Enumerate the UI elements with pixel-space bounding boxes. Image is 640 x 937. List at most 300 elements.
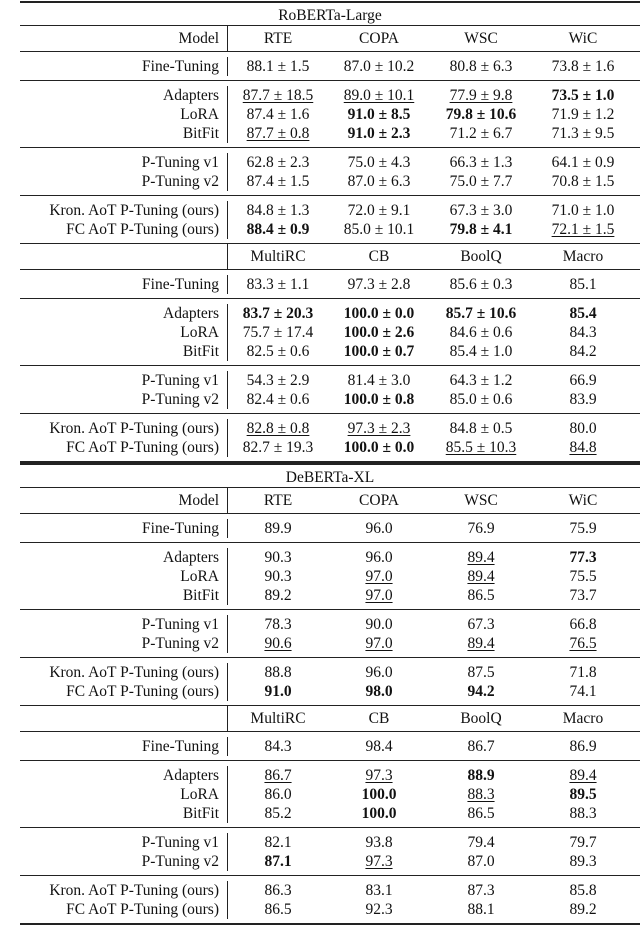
cell-value: 89.4 (467, 549, 495, 566)
model-name: Kron. AoT P-Tuning (ours) (20, 201, 228, 220)
table-row (20, 86, 640, 105)
cell-value: 88.3 (569, 805, 597, 822)
table-cell (328, 900, 430, 919)
cell-value: 84.8 ± 1.3 (246, 202, 310, 219)
table-row (20, 785, 640, 804)
table-row (20, 548, 640, 567)
table-cell (532, 201, 634, 220)
cell-value: 97.3 ± 2.3 (347, 420, 411, 437)
model-name: LoRA (20, 323, 228, 342)
table-cell (228, 567, 328, 586)
table-cell (430, 201, 532, 220)
row-group (20, 299, 640, 366)
table-cell (430, 737, 532, 756)
cell-value: 86.9 (569, 738, 597, 755)
table-cell (228, 342, 328, 361)
table-cell (328, 323, 430, 342)
cell-value: 85.6 ± 0.3 (449, 276, 513, 293)
cell-value: 94.2 (467, 683, 495, 700)
cell-value: 75.0 ± 7.7 (449, 173, 513, 190)
column-header: WiC (568, 491, 598, 509)
table-cell (228, 785, 328, 804)
cell-value: 100.0 ± 0.0 (343, 305, 415, 322)
header-row (20, 706, 640, 732)
cell-value: 98.4 (365, 738, 393, 755)
cell-value: 73.7 (569, 587, 597, 604)
cell-value: 100.0 ± 2.6 (343, 324, 415, 341)
table-cell (328, 519, 430, 538)
model-name: Adapters (20, 304, 228, 323)
row-group (20, 366, 640, 414)
row-group (20, 761, 640, 828)
table-cell (430, 852, 532, 871)
table-cell (430, 57, 532, 76)
table-cell (532, 634, 634, 653)
row-group (20, 270, 640, 299)
table-cell (228, 153, 328, 172)
table-cell (430, 220, 532, 239)
model-name: FC AoT P-Tuning (ours) (20, 438, 228, 457)
column-header: BoolQ (460, 247, 502, 265)
table-cell (430, 567, 532, 586)
cell-value: 97.3 (365, 853, 393, 870)
table-cell (430, 124, 532, 143)
cell-value: 87.0 ± 6.3 (347, 173, 411, 190)
column-header: WSC (464, 29, 498, 47)
table-cell (228, 682, 328, 701)
cell-value: 76.9 (467, 520, 495, 537)
cell-value: 87.1 (264, 853, 292, 870)
row-group (20, 52, 640, 81)
cell-value: 72.0 ± 9.1 (347, 202, 411, 219)
cell-value: 96.0 (365, 664, 393, 681)
cell-value: 97.3 (365, 767, 393, 784)
model-name: LoRA (20, 105, 228, 124)
table-cell (532, 548, 634, 567)
cell-value: 83.9 (569, 391, 597, 408)
column-header: CB (368, 247, 390, 265)
table-cell (532, 86, 634, 105)
table-cell (328, 390, 430, 409)
model-name: Kron. AoT P-Tuning (ours) (20, 419, 228, 438)
table-cell (532, 519, 634, 538)
column-header: RTE (263, 491, 293, 509)
cell-value: 86.3 (264, 882, 292, 899)
section-title: RoBERTa-Large (20, 1, 640, 26)
table-cell (228, 124, 328, 143)
cell-value: 82.8 ± 0.8 (246, 420, 310, 437)
table-row (20, 153, 640, 172)
cell-value: 91.0 ± 2.3 (347, 125, 411, 142)
table-cell (430, 105, 532, 124)
cell-value: 89.9 (264, 520, 292, 537)
table-cell (430, 323, 532, 342)
cell-value: 88.1 ± 1.5 (246, 58, 310, 75)
model-name: P-Tuning v2 (20, 172, 228, 191)
table-cell (532, 663, 634, 682)
cell-value: 66.3 ± 1.3 (449, 154, 513, 171)
table-cell (430, 833, 532, 852)
cell-value: 82.7 ± 19.3 (242, 439, 314, 456)
table-cell (532, 371, 634, 390)
table-cell (328, 737, 430, 756)
table-cell (228, 663, 328, 682)
model-name: LoRA (20, 785, 228, 804)
cell-value: 85.4 ± 1.0 (449, 343, 513, 360)
model-name: P-Tuning v1 (20, 615, 228, 634)
model-name: LoRA (20, 567, 228, 586)
cell-value: 88.1 (467, 901, 495, 918)
table-cell (532, 737, 634, 756)
table-cell (532, 323, 634, 342)
cell-value: 85.7 ± 10.6 (445, 305, 517, 322)
table-cell (532, 275, 634, 294)
cell-value: 89.3 (569, 853, 597, 870)
table-cell (532, 220, 634, 239)
cell-value: 89.5 (569, 786, 597, 803)
table-cell (430, 275, 532, 294)
table-cell (228, 548, 328, 567)
table-row (20, 615, 640, 634)
cell-value: 85.0 ± 10.1 (343, 221, 415, 238)
table-cell (430, 172, 532, 191)
model-name: BitFit (20, 586, 228, 605)
table-cell (430, 804, 532, 823)
table-row (20, 804, 640, 823)
cell-value: 71.8 (569, 664, 597, 681)
table-cell (532, 124, 634, 143)
table-cell (430, 682, 532, 701)
table-cell (328, 438, 430, 457)
model-header (20, 706, 228, 732)
cell-value: 84.3 (264, 738, 292, 755)
table-cell (328, 201, 430, 220)
table-cell (430, 785, 532, 804)
table-cell (228, 220, 328, 239)
table-cell (532, 804, 634, 823)
cell-value: 67.3 ± 3.0 (449, 202, 513, 219)
table-cell (228, 201, 328, 220)
table-cell (532, 304, 634, 323)
table-cell (228, 304, 328, 323)
model-name: BitFit (20, 342, 228, 361)
cell-value: 89.2 (264, 587, 292, 604)
table-cell (532, 153, 634, 172)
table-cell (228, 390, 328, 409)
cell-value: 79.8 ± 10.6 (445, 106, 517, 123)
cell-value: 87.4 ± 1.5 (246, 173, 310, 190)
table-cell (328, 766, 430, 785)
table-cell (532, 57, 634, 76)
cell-value: 87.0 ± 10.2 (343, 58, 415, 75)
table-cell (328, 275, 430, 294)
cell-value: 97.0 (365, 635, 393, 652)
table-cell (328, 548, 430, 567)
cell-value: 87.7 ± 0.8 (246, 125, 310, 142)
cell-value: 76.5 (569, 635, 597, 652)
cell-value: 88.9 (467, 767, 495, 784)
table-cell (430, 634, 532, 653)
cell-value: 100.0 (361, 805, 397, 822)
cell-value: 87.0 (467, 853, 495, 870)
cell-value: 67.3 (467, 616, 495, 633)
table-row (20, 881, 640, 900)
cell-value: 89.4 (467, 635, 495, 652)
table-row (20, 323, 640, 342)
row-group (20, 732, 640, 761)
cell-value: 84.8 ± 0.5 (449, 420, 513, 437)
table-cell (430, 586, 532, 605)
model-name: P-Tuning v2 (20, 852, 228, 871)
table-row (20, 852, 640, 871)
cell-value: 85.8 (569, 882, 597, 899)
cell-value: 97.0 (365, 587, 393, 604)
table-cell (430, 390, 532, 409)
cell-value: 81.4 ± 3.0 (347, 372, 411, 389)
table-cell (228, 172, 328, 191)
cell-value: 98.0 (365, 683, 393, 700)
table-cell (328, 153, 430, 172)
row-group (20, 610, 640, 658)
table-row (20, 201, 640, 220)
table-cell (328, 804, 430, 823)
header-row (20, 26, 640, 52)
cell-value: 90.0 (365, 616, 393, 633)
column-header: MultiRC (250, 247, 306, 265)
row-group (20, 414, 640, 463)
row-group (20, 81, 640, 148)
row-group (20, 876, 640, 925)
cell-value: 100.0 ± 0.8 (343, 391, 415, 408)
table-row (20, 634, 640, 653)
table-row (20, 900, 640, 919)
table-cell (430, 615, 532, 634)
table-row (20, 438, 640, 457)
cell-value: 86.7 (264, 767, 292, 784)
column-header: BoolQ (460, 709, 502, 727)
cell-value: 90.6 (264, 635, 292, 652)
table-cell (228, 105, 328, 124)
cell-value: 73.5 ± 1.0 (551, 87, 615, 104)
table-section (20, 1, 640, 463)
cell-value: 84.2 (569, 343, 597, 360)
table-cell (328, 304, 430, 323)
cell-value: 79.7 (569, 834, 597, 851)
table-cell (532, 438, 634, 457)
cell-value: 83.1 (365, 882, 393, 899)
table-cell (328, 57, 430, 76)
column-header: WiC (568, 29, 598, 47)
cell-value: 82.4 ± 0.6 (246, 391, 310, 408)
table-cell (328, 124, 430, 143)
cell-value: 86.7 (467, 738, 495, 755)
table-row (20, 419, 640, 438)
cell-value: 100.0 ± 0.0 (343, 439, 415, 456)
table-row (20, 275, 640, 294)
cell-value: 83.7 ± 20.3 (242, 305, 314, 322)
table-cell (532, 172, 634, 191)
model-name: Adapters (20, 766, 228, 785)
model-name: Fine-Tuning (20, 737, 228, 756)
model-name: Kron. AoT P-Tuning (ours) (20, 881, 228, 900)
cell-value: 85.2 (264, 805, 292, 822)
column-header: COPA (359, 29, 399, 47)
table-cell (430, 548, 532, 567)
model-name: Adapters (20, 548, 228, 567)
cell-value: 97.3 ± 2.8 (347, 276, 411, 293)
cell-value: 77.3 (569, 549, 597, 566)
table-cell (430, 663, 532, 682)
table-row (20, 833, 640, 852)
column-header: MultiRC (250, 709, 306, 727)
table-cell (430, 304, 532, 323)
cell-value: 82.1 (264, 834, 292, 851)
table-row (20, 663, 640, 682)
table-cell (228, 371, 328, 390)
table-cell (430, 153, 532, 172)
cell-value: 85.4 (569, 305, 597, 322)
table-cell (430, 438, 532, 457)
cell-value: 75.9 (569, 520, 597, 537)
table-cell (328, 371, 430, 390)
cell-value: 66.9 (569, 372, 597, 389)
table-cell (328, 86, 430, 105)
cell-value: 85.0 ± 0.6 (449, 391, 513, 408)
table-cell (228, 804, 328, 823)
table-cell (532, 881, 634, 900)
model-name: P-Tuning v2 (20, 634, 228, 653)
cell-value: 71.9 ± 1.2 (551, 106, 615, 123)
table-cell (328, 172, 430, 191)
table-row (20, 172, 640, 191)
table-cell (328, 567, 430, 586)
cell-value: 64.3 ± 1.2 (449, 372, 513, 389)
cell-value: 75.7 ± 17.4 (242, 324, 314, 341)
table-cell (328, 663, 430, 682)
table-cell (532, 785, 634, 804)
table-cell (228, 900, 328, 919)
cell-value: 89.4 (569, 767, 597, 784)
table-row (20, 105, 640, 124)
cell-value: 87.3 (467, 882, 495, 899)
model-name: FC AoT P-Tuning (ours) (20, 220, 228, 239)
cell-value: 87.7 ± 18.5 (242, 87, 314, 104)
cell-value: 79.4 (467, 834, 495, 851)
table-row (20, 586, 640, 605)
cell-value: 73.8 ± 1.6 (551, 58, 615, 75)
table-cell (228, 766, 328, 785)
cell-value: 70.8 ± 1.5 (551, 173, 615, 190)
model-name: P-Tuning v2 (20, 390, 228, 409)
model-name: P-Tuning v1 (20, 371, 228, 390)
table-row (20, 682, 640, 701)
table-cell (532, 682, 634, 701)
section-title: DeBERTa-XL (20, 463, 640, 488)
table-cell (328, 220, 430, 239)
cell-value: 80.8 ± 6.3 (449, 58, 513, 75)
table-cell (228, 419, 328, 438)
cell-value: 89.0 ± 10.1 (343, 87, 415, 104)
model-name: Kron. AoT P-Tuning (ours) (20, 663, 228, 682)
table-row (20, 124, 640, 143)
table-cell (228, 57, 328, 76)
cell-value: 84.6 ± 0.6 (449, 324, 513, 341)
table-cell (430, 86, 532, 105)
cell-value: 90.3 (264, 568, 292, 585)
model-name: Fine-Tuning (20, 519, 228, 538)
table-cell (532, 390, 634, 409)
model-name: P-Tuning v1 (20, 153, 228, 172)
model-name: BitFit (20, 804, 228, 823)
table-cell (328, 682, 430, 701)
table-cell (228, 275, 328, 294)
table-cell (532, 419, 634, 438)
table-cell (328, 105, 430, 124)
cell-value: 86.5 (264, 901, 292, 918)
cell-value: 86.5 (467, 587, 495, 604)
table-cell (430, 342, 532, 361)
table-cell (228, 323, 328, 342)
cell-value: 89.4 (467, 568, 495, 585)
cell-value: 90.3 (264, 549, 292, 566)
cell-value: 88.4 ± 0.9 (246, 221, 310, 238)
model-name: FC AoT P-Tuning (ours) (20, 900, 228, 919)
table-row (20, 737, 640, 756)
cell-value: 74.1 (569, 683, 597, 700)
cell-value: 64.1 ± 0.9 (551, 154, 615, 171)
table-cell (328, 785, 430, 804)
row-group (20, 658, 640, 706)
model-name: BitFit (20, 124, 228, 143)
table-row (20, 390, 640, 409)
cell-value: 86.5 (467, 805, 495, 822)
cell-value: 87.5 (467, 664, 495, 681)
cell-value: 100.0 (361, 786, 397, 803)
cell-value: 75.0 ± 4.3 (347, 154, 411, 171)
table-cell (328, 586, 430, 605)
cell-value: 85.1 (569, 276, 597, 293)
table-cell (532, 105, 634, 124)
cell-value: 78.3 (264, 616, 292, 633)
row-group (20, 543, 640, 610)
cell-value: 92.3 (365, 901, 393, 918)
column-header: WSC (464, 491, 498, 509)
table-row (20, 57, 640, 76)
cell-value: 84.3 (569, 324, 597, 341)
cell-value: 80.0 (569, 420, 597, 437)
model-name: FC AoT P-Tuning (ours) (20, 682, 228, 701)
cell-value: 91.0 ± 8.5 (347, 106, 411, 123)
cell-value: 87.4 ± 1.6 (246, 106, 310, 123)
table-row (20, 220, 640, 239)
table-cell (532, 567, 634, 586)
table-cell (228, 519, 328, 538)
table-row (20, 567, 640, 586)
table-cell (328, 833, 430, 852)
table-cell (532, 833, 634, 852)
model-header: Model (20, 488, 228, 514)
row-group (20, 828, 640, 876)
cell-value: 83.3 ± 1.1 (246, 276, 310, 293)
cell-value: 82.5 ± 0.6 (246, 343, 310, 360)
cell-value: 79.8 ± 4.1 (449, 221, 513, 238)
table-row (20, 519, 640, 538)
cell-value: 97.0 (365, 568, 393, 585)
cell-value: 77.9 ± 9.8 (449, 87, 513, 104)
cell-value: 84.8 (569, 439, 597, 456)
table-cell (430, 881, 532, 900)
column-header: RTE (263, 29, 293, 47)
